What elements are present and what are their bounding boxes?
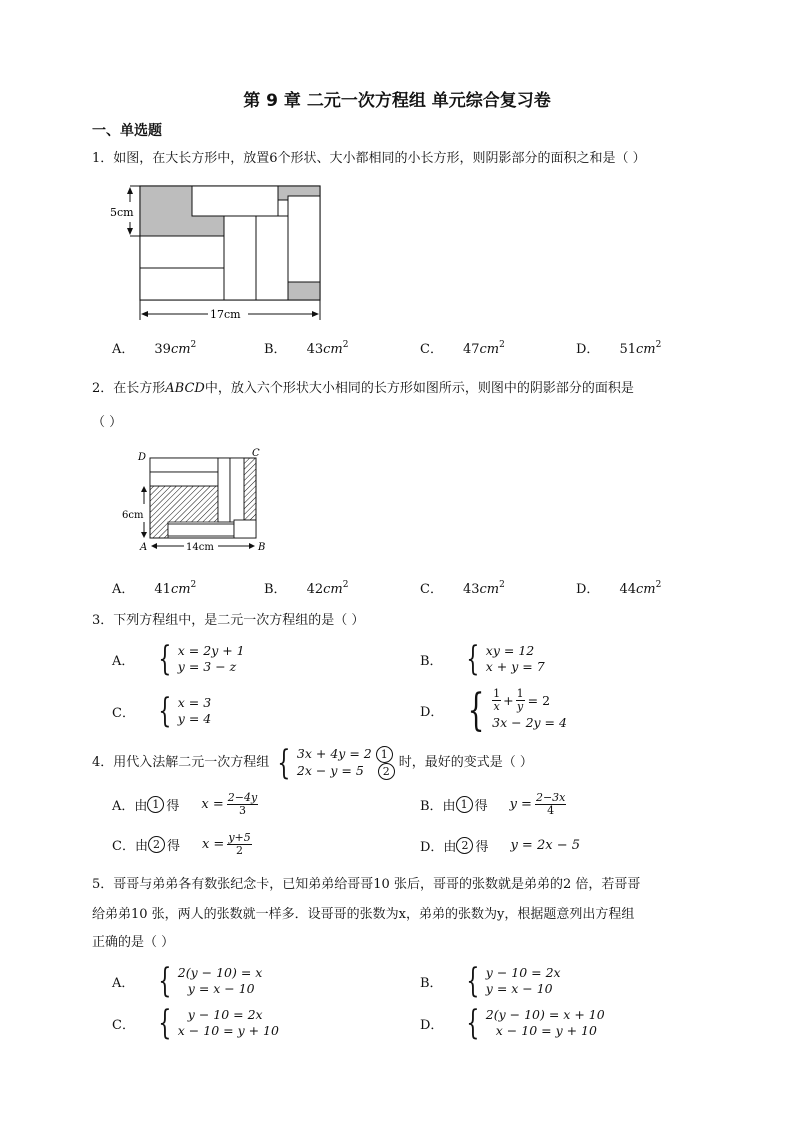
q2-rect-bottom2 <box>234 520 256 538</box>
q5-stem-line1: 5．哥哥与弟弟各有数张纪念卡，已知弟弟给哥哥10 张后，哥哥的张数就是弟弟的2 倍，若哥哥 <box>92 877 641 892</box>
q1-height-label: 5cm <box>110 206 134 219</box>
q2-option-b[interactable]: B． $42cm^2$ <box>264 580 349 597</box>
q1-stem: 1．如图，在大长方形中，放置6个形状、大小都相同的小长方形，则阴影部分的面积之和是（ ） <box>92 151 646 166</box>
q2-rect-v2 <box>230 458 244 522</box>
q2-height-label: 6cm <box>122 510 144 521</box>
q2-option-c[interactable]: C． $43cm^2$ <box>420 580 505 597</box>
q1-option-d[interactable]: D． $51cm^2$ <box>576 340 662 357</box>
q2-rect-v1 <box>218 458 230 522</box>
q1-rect-v3 <box>288 196 320 282</box>
q1-rect-left2 <box>140 268 224 300</box>
section-heading: 一、单选题 <box>92 123 162 139</box>
q1-rect-top <box>192 186 278 216</box>
q3-option-d[interactable]: D． { $\frac{1}{x}$ + $\frac{1}{y}$ = 2 3x − 2y = 4 <box>420 684 567 736</box>
q2-stem: 2．在长方形ABCD中，放入六个形状大小相同的长方形如图所示，则图中的阴影部分的面积是 <box>92 381 634 396</box>
q5-option-b[interactable]: B． { y − 10 = 2x y = x − 10 <box>420 961 561 1001</box>
q5-option-a[interactable]: A． { 2(y − 10) = x y = x − 10 <box>112 961 263 1001</box>
q2-option-d[interactable]: D． $44cm^2$ <box>576 580 662 597</box>
q3-stem: 3．下列方程组中，是二元一次方程组的是（ ） <box>92 613 365 628</box>
q1-rect-left1 <box>140 236 224 268</box>
q4-stem: 4．用代入法解二元一次方程组 { 3x + 4y = 2 1 2x − y = 5 2 时，最好的变式是（ ） <box>92 743 533 783</box>
q3-option-b[interactable]: B． { xy = 12 x + y = 7 <box>420 639 545 679</box>
q1-figure <box>108 180 328 325</box>
q2-option-a[interactable]: A． $41cm^2$ <box>112 580 197 597</box>
q4-option-d[interactable]: D．由 2 得 y = 2x − 5 <box>420 838 580 855</box>
q3-option-a[interactable]: A． { x = 2y + 1 y = 3 − z <box>112 639 245 679</box>
q2-label-c: C <box>252 448 260 459</box>
page-title: 第 9 章 二元一次方程组 单元综合复习卷 <box>243 91 551 111</box>
q2-rect-bottom1 <box>168 524 234 536</box>
q2-label-a: A <box>140 542 148 553</box>
q2-rect-top1 <box>150 458 218 472</box>
q2-label-d: D <box>138 452 147 463</box>
q1-rect-v2 <box>256 216 288 300</box>
q2-label-b: B <box>258 542 266 553</box>
q4-option-c[interactable]: C．由 2 得 x = $\frac{y+5}{2}$ <box>112 831 251 857</box>
q2-width-label: 14cm <box>186 542 214 553</box>
q4-option-b[interactable]: B．由 1 得 y = $\frac{2-3x}{4}$ <box>420 791 566 817</box>
q2-stem-paren: （ ） <box>92 415 123 430</box>
q2-shade-right <box>244 458 256 520</box>
q5-option-c[interactable]: C． { y − 10 = 2x x − 10 = y + 10 <box>112 1003 279 1043</box>
q3-option-c[interactable]: C． { x = 3 y = 4 <box>112 691 212 731</box>
q1-option-a[interactable]: A． $39cm^2$ <box>112 340 197 357</box>
q1-option-b[interactable]: B． $43cm^2$ <box>264 340 349 357</box>
q1-option-c[interactable]: C． $47cm^2$ <box>420 340 505 357</box>
q1-width-label: 17cm <box>210 308 241 321</box>
q5-stem-line3: 正确的是（ ） <box>92 935 175 950</box>
q2-figure <box>120 446 270 558</box>
q5-option-d[interactable]: D． { 2(y − 10) = x + 10 x − 10 = y + 10 <box>420 1003 605 1043</box>
q4-option-a[interactable]: A．由 1 得 x = $\frac{2-4y}{3}$ <box>112 791 258 817</box>
q1-rect-v1 <box>224 216 256 300</box>
q5-stem-line2: 给弟弟10 张，两人的张数就一样多．设哥哥的张数为x，弟弟的张数为y，根据题意列出方程组 <box>92 907 635 922</box>
q1-shade-bottom-right <box>288 282 320 300</box>
q2-rect-top2 <box>150 472 218 486</box>
